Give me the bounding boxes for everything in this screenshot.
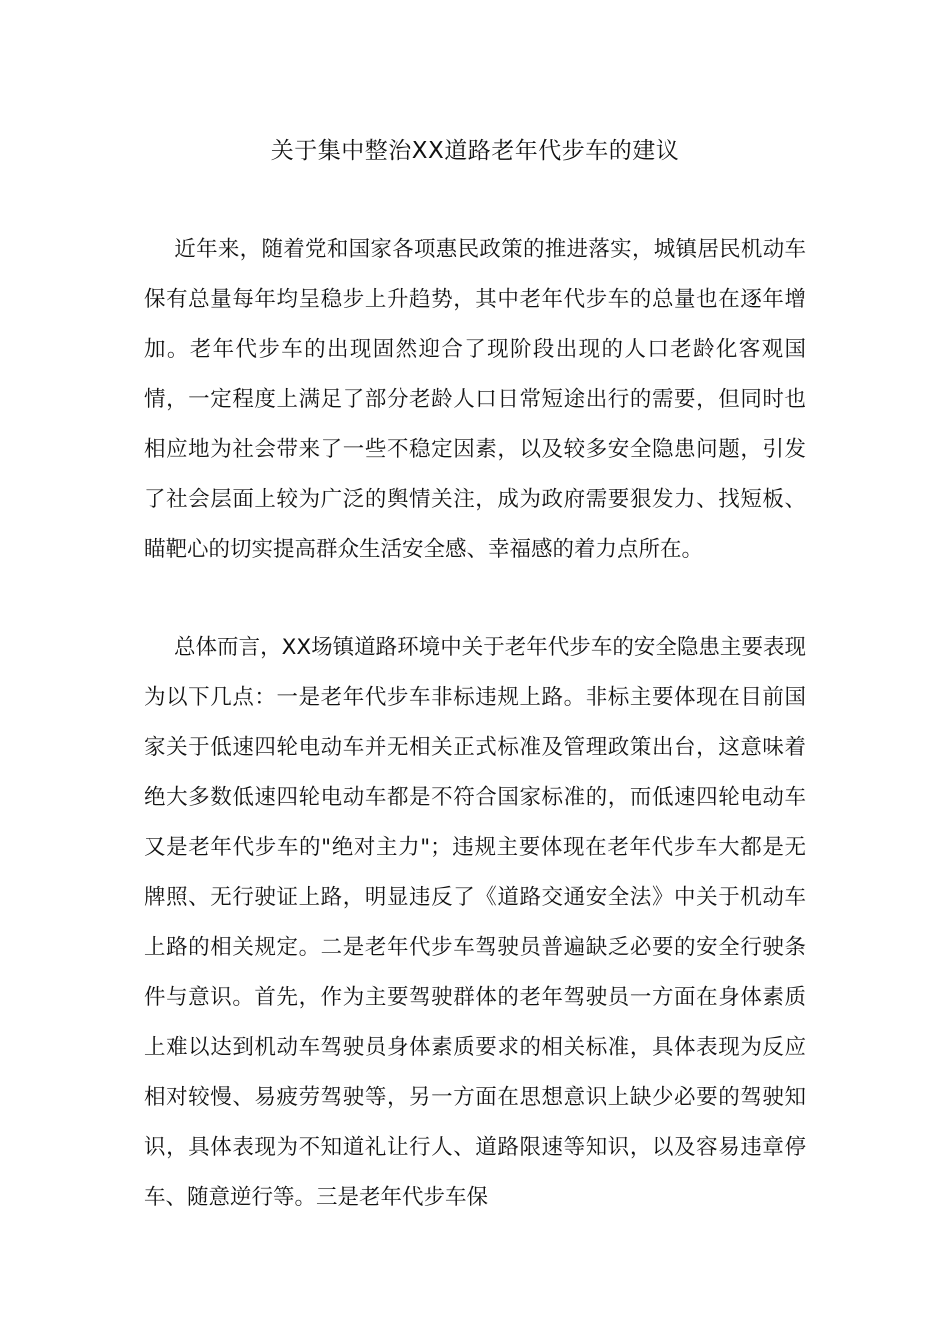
paragraph-2-text: 总体而言，XX场镇道路环境中关于老年代步车的安全隐患主要表现为以下几点：一是老年代步车非标违规上路。非标主要体现在目前国家关于低速四轮电动车并无相关正式标准及管理政策出台，这意味着绝大多数低速四轮电动车都是不符合国家标准的，而低速四轮电动车又是老年代步车的"绝对主力"；违规主要体现在老年代步车大都是无牌照、无行驶证上路，明显违反了《道路交通安全法》中关于机动车上路的相关规定。二是老年代步车驾驶员普遍缺乏必要的安全行驶条件与意识。首先，作为主要驾驶群体的老年驾驶员一方面在身体素质上难以达到机动车驾驶员身体素质要求的相关标准，具体表现为反应相对较慢、易疲劳驾驶等，另一方面在思想意识上缺少必要的驾驶知识，具体表现为不知道礼让行人、道路限速等知识，以及容易违章停车、随意逆行等。三是老年代步车保 [144,635,806,1210]
paragraph-1-text: 近年来，随着党和国家各项惠民政策的推进落实，城镇居民机动车保有总量每年均呈稳步上升趋势，其中老年代步车的总量也在逐年增加。老年代步车的出现固然迎合了现阶段出现的人口老龄化客观国情，一定程度上满足了部分老龄人口日常短途出行的需要，但同时也相应地为社会带来了一些不稳定因素，以及较多安全隐患问题，引发了社会层面上较为广泛的舆情关注，成为政府需要狠发力、找短板、瞄靶心的切实提高群众生活安全感、幸福感的着力点所在。 [144,237,806,562]
paragraph-2 [144,623,806,1223]
paragraph-1 [144,225,806,575]
document-title: 关于集中整治XX道路老年代步车的建议 [270,138,680,164]
